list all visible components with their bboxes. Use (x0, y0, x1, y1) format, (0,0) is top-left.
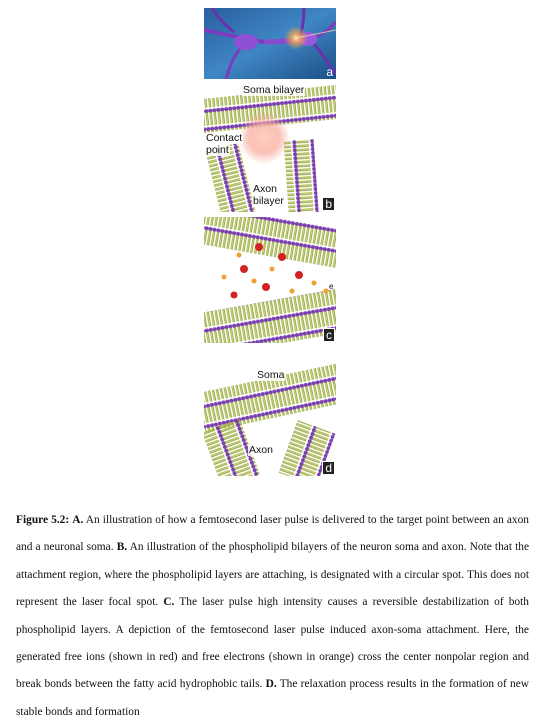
panel-b-image (204, 84, 336, 212)
panel-d-letter: d (322, 461, 335, 475)
soma-label: Soma (257, 369, 285, 381)
caption-c-text: The laser pulse high intensity causes a reversible destabilization of both phospholipid layers. A depiction of the femtosecond laser pulse induced axon-soma attachment. Here, the generated free ions (shown in red) and free electrons (shown in orange) cross the center nonpolar region and break bonds between the fatty acid hydrophobic tails. (16, 596, 529, 691)
panel-a-letter: a (326, 65, 333, 79)
caption-d-label: D. (265, 678, 277, 691)
figure-label: Figure 5.2: (16, 514, 70, 526)
contact-point-label-2: point (206, 144, 229, 156)
ion-electron-illustration (204, 217, 336, 343)
axon-bilayer-label-1: Axon (253, 183, 277, 195)
caption-d-text: The relaxation process results in the formation of new stable bonds and formation (16, 678, 530, 718)
caption-a-text: An illustration of how a femtosecond laser pulse is delivered to the target point between an axon and a neuronal soma. (16, 514, 529, 554)
panel-b-letter: b (322, 197, 335, 211)
axon-label: Axon (249, 444, 273, 456)
soma-bilayer-label: Soma bilayer (243, 84, 305, 96)
contact-point-label-1: Contact (206, 132, 243, 144)
neuron-illustration (204, 8, 336, 79)
electron-label: e (329, 282, 334, 291)
panel-d-image (204, 350, 336, 476)
axon-bilayer-label-2: bilayer (253, 195, 284, 207)
figure-caption (16, 507, 529, 726)
caption-b-label: B. (116, 541, 128, 554)
panel-c-image (204, 217, 336, 343)
caption-c-label: C. (163, 596, 175, 609)
panel-a-image (204, 8, 336, 79)
caption-a-label: A. (72, 514, 84, 526)
panel-c-letter: c (323, 328, 335, 342)
caption-b-text: An illustration of the phospholipid bilayers of the neuron soma and axon. Note that the attachment region, where the phospholipid layers are attaching, is designated with a circular spot. This does not represent the laser focal spot. (16, 541, 530, 609)
